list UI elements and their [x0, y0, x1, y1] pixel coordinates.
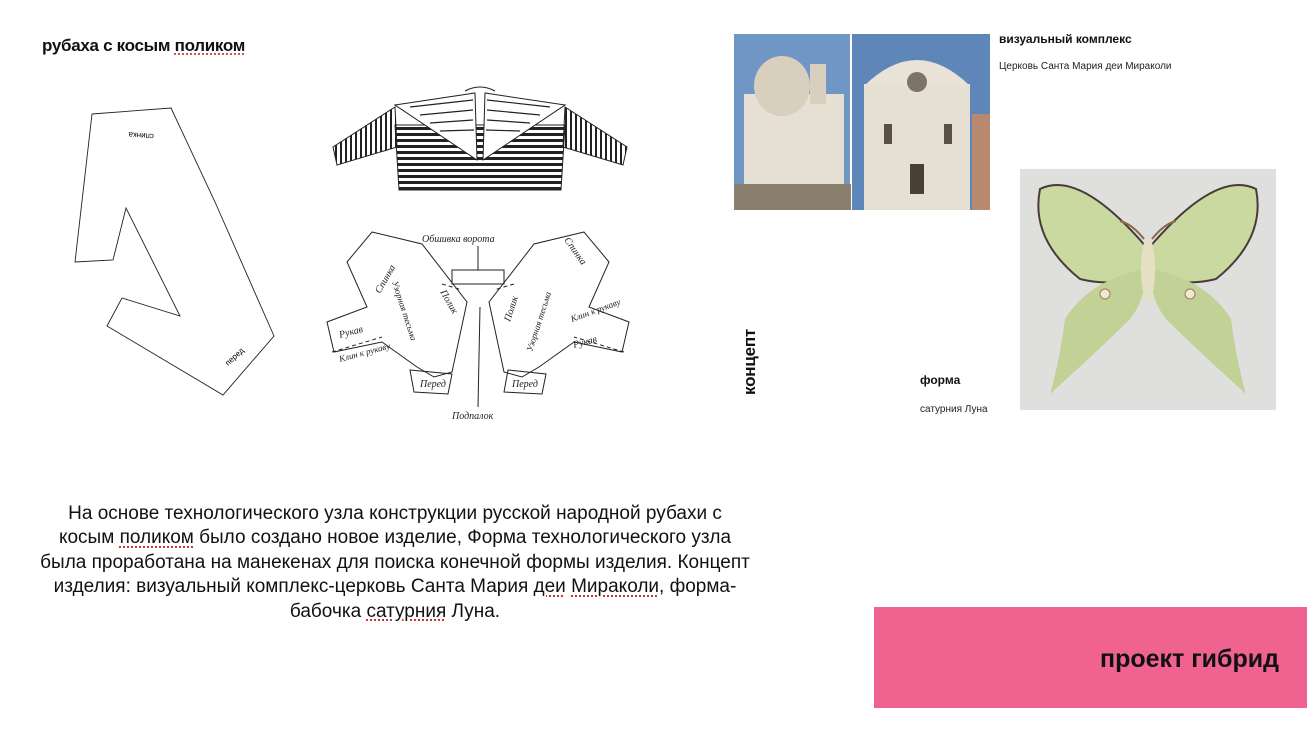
diagram-label-collar: Обшивка ворота — [422, 234, 495, 245]
left-church-dome — [754, 56, 810, 116]
paragraph-spell-word: сатурния — [366, 600, 447, 622]
neck-opening — [465, 87, 495, 91]
diagram-label-gusset-right: Клин к рукаву — [569, 296, 622, 324]
right-sleeve — [563, 107, 627, 165]
title-underlined-word: поликом — [174, 36, 246, 55]
slide-title — [42, 36, 245, 56]
right-door — [910, 164, 924, 194]
diagram-label-trim-left: Узорная тесьма — [390, 279, 419, 342]
diagram-label-gusset-left: Клин к рукаву — [337, 340, 392, 364]
paragraph-part: было создано новое изделие, Форма технологического узла была проработана на манекенах для поиска конечной формы изделия. Концепт изделия: визуальный комплекс-церковь Санта Мария — [40, 527, 750, 598]
right-window-1 — [884, 124, 892, 144]
diagram-label-sleeve-right: Рукав — [571, 333, 599, 351]
project-banner — [874, 607, 1307, 708]
diagram-label-sleeve: Рукав — [337, 323, 365, 341]
luna-moth-photo — [1020, 169, 1276, 410]
diagram-label-polik-left: Полик — [437, 288, 460, 317]
diagram-label-front-right: Перед — [512, 379, 538, 390]
paragraph-spell-word: Мираколи — [571, 576, 660, 598]
moth-left-eyespot — [1100, 289, 1110, 299]
pattern-outline-drawing — [70, 100, 285, 405]
right-building — [972, 114, 990, 210]
diagram-label-trim-right: Узорная тесьма — [524, 290, 554, 353]
shirt-cut-diagram — [322, 222, 634, 427]
left-ground — [734, 184, 851, 210]
paragraph-part: , форма-бабочка — [289, 576, 737, 622]
right-window-2 — [944, 124, 952, 144]
paragraph-part: На основе технологического узла конструкции русской народной рубахи с косым — [58, 503, 722, 549]
pattern-label-back: спинка — [128, 130, 155, 141]
paragraph-spell-word: деи — [533, 576, 566, 598]
project-title: проект гибрид — [1100, 645, 1279, 673]
diagram-label-back-left: Спинка — [373, 263, 399, 296]
form-description: сатурния Луна — [920, 404, 988, 415]
visual-complex-heading: визуальный комплекс — [999, 32, 1132, 46]
photo-divider — [850, 34, 852, 210]
paragraph-spell-word: поликом — [119, 527, 194, 549]
left-sleeve — [333, 107, 397, 165]
collar-facing-piece — [452, 270, 504, 284]
diagram-label-back-right: Спинка — [561, 235, 589, 268]
rose-window — [907, 72, 927, 92]
description-paragraph — [40, 502, 750, 624]
paragraph-part: Луна. — [446, 600, 501, 622]
lining-pointer — [478, 307, 480, 407]
shirt-illustration — [325, 85, 635, 195]
shirt-body — [395, 125, 565, 190]
diagram-label-lining: Подпалок — [452, 411, 494, 422]
visual-complex-description: Церковь Санта Мария деи Мираколи — [999, 61, 1172, 72]
pattern-label-front: перед — [223, 345, 246, 368]
church-photo — [734, 34, 990, 210]
form-heading: форма — [920, 373, 961, 387]
concept-heading: концепт — [740, 328, 759, 395]
diagram-label-front-left: Перед — [420, 379, 446, 390]
moth-right-eyespot — [1185, 289, 1195, 299]
title-prefix: рубаха с косым — [42, 36, 175, 55]
left-church-tower — [810, 64, 826, 104]
diagram-label-polik-right: Полик — [502, 294, 521, 323]
moth-body — [1141, 237, 1155, 301]
